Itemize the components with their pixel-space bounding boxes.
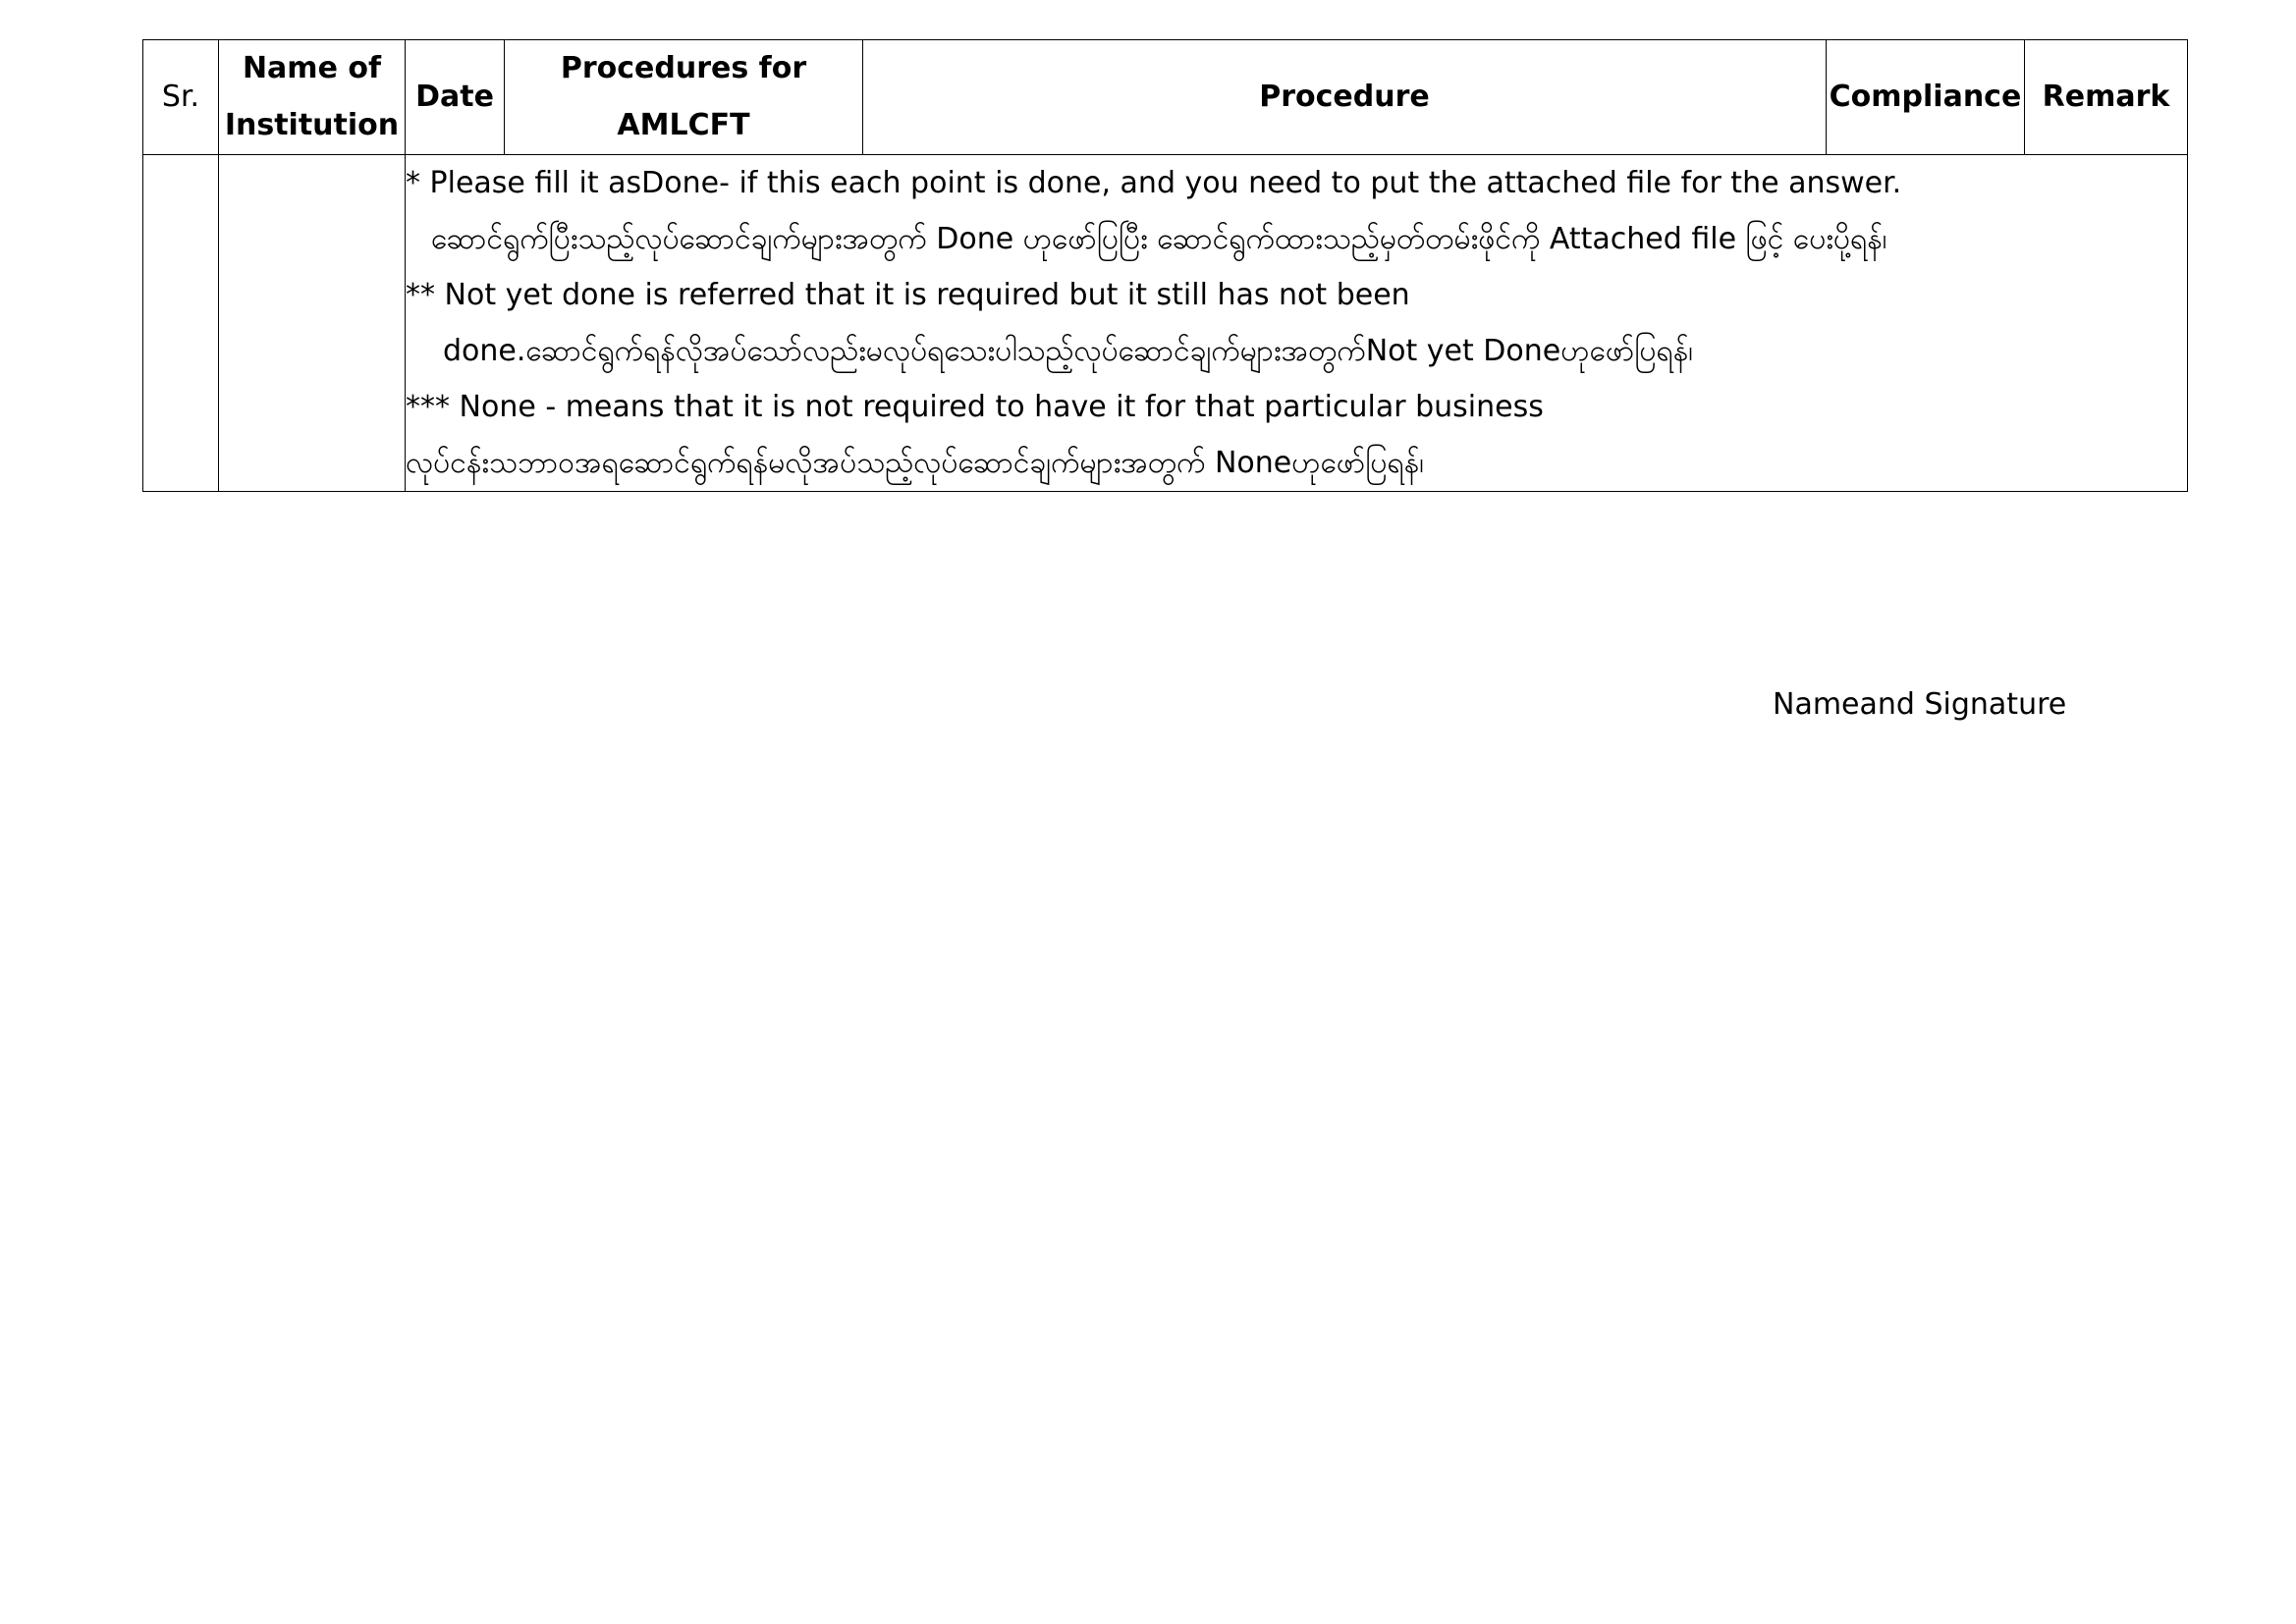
form-sheet (142, 39, 2187, 492)
header-sr-label: Sr. (161, 80, 200, 114)
header-compliance-label: Compliance (1829, 80, 2022, 114)
compliance-table (142, 39, 2188, 492)
notes-cell (406, 155, 2188, 492)
cell-institution (219, 155, 406, 492)
header-procedures-for (505, 40, 863, 155)
header-institution-line2: Institution (224, 108, 400, 142)
note-line: done.ဆောင်ရွက်ရန်လိုအပ်သော်လည်းမလုပ်ရသေးပါသည့်လုပ်ဆောင်ချက်များအတွက်Not yet Doneဟုဖော်ပြရန်၊ (443, 334, 1693, 368)
note-line: *** None - means that it is not required to have it for that particular business (406, 390, 1544, 424)
header-institution (219, 40, 406, 155)
header-remark-label: Remark (2042, 80, 2170, 114)
note-line: * Please fill it asDone- if this each point is done, and you need to put the attached file for the answer. (406, 166, 1902, 200)
header-date-label: Date (415, 80, 494, 114)
header-procedures-for-line1: Procedures for (560, 51, 807, 85)
note-line: ဆောင်ရွက်ပြီးသည့်လုပ်ဆောင်ချက်များအတွက် Done ဟုဖော်ပြပြီး ဆောင်ရွက်ထားသည့်မှတ်တမ်းဖိုင်ကို Attached file ဖြင့် ပေးပို့ရန်၊ (431, 222, 1887, 256)
header-remark (2025, 40, 2188, 155)
note-line: လုပ်ငန်းသဘာဝအရဆောင်ရွက်ရန်မလိုအပ်သည့်လုပ်ဆောင်ချက်များအတွက် Noneဟုဖော်ပြရန်၊ (406, 446, 1425, 480)
note-line: ** Not yet done is referred that it is required but it still has not been (406, 278, 1410, 312)
header-sr (143, 40, 219, 155)
header-compliance (1827, 40, 2025, 155)
header-procedure-label: Procedure (1259, 80, 1430, 114)
table-row (143, 155, 2188, 492)
header-institution-line1: Name of (242, 51, 382, 85)
cell-sr (143, 155, 219, 492)
signature-label: Nameand Signature (1773, 687, 2067, 722)
header-procedure (863, 40, 1827, 155)
table-header-row (143, 40, 2188, 155)
header-procedures-for-line2: AMLCFT (617, 108, 750, 142)
header-date (406, 40, 505, 155)
